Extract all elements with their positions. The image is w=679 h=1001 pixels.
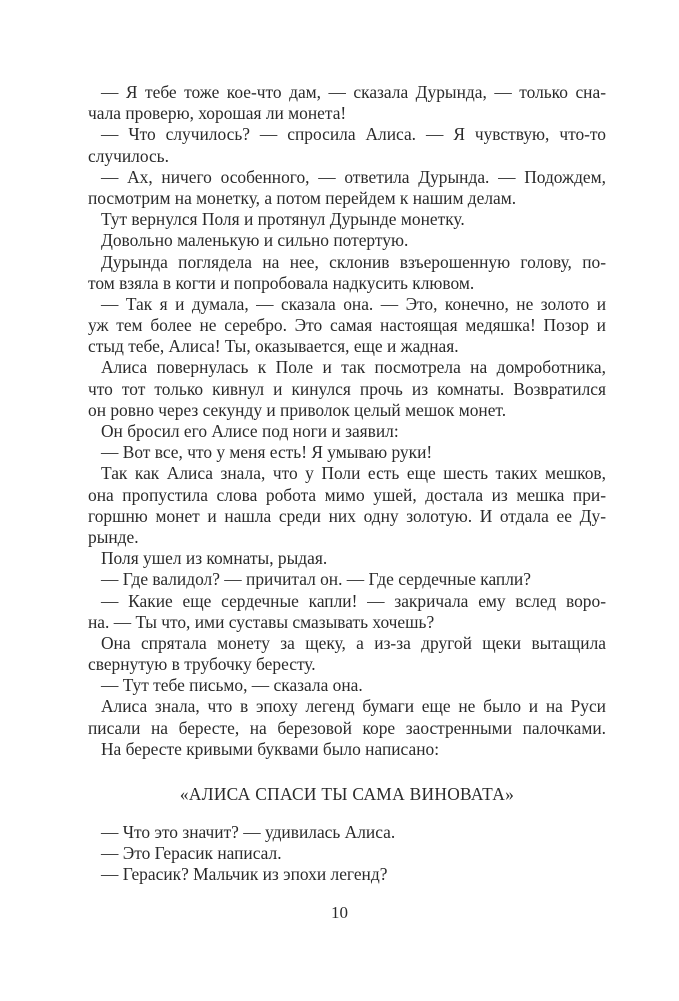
inscription: «АЛИСА СПАСИ ТЫ САМА ВИНОВАТА» [179, 784, 515, 804]
text-line: Так как Алиса знала, что у Поли есть еще шесть таких мешков, [101, 463, 606, 484]
text-line: на. — Ты что, ими суставы смазывать хочешь? [88, 611, 435, 632]
text-line: Тут вернулся Поля и протянул Дурынде монетку. [101, 209, 465, 230]
text-line: Она спрятала монету за щеку, а из-за другой щеки вытащила [101, 632, 606, 653]
text-line: Довольно маленькую и сильно потертую. [101, 230, 409, 251]
text-line: — Тут тебе письмо, — сказала она. [101, 675, 363, 696]
text-line: Он бросил его Алисе под ноги и заявил: [101, 421, 399, 441]
text-line: Поля ушел из комнаты, рыдая. [101, 548, 328, 569]
text-line: стыд тебе, Алиса! Ты, оказывается, еще и жадная. [88, 336, 459, 357]
text-line: — Какие еще сердечные капли! — закричала ему вслед воро- [101, 590, 606, 611]
text-line: — Герасик? Мальчик из эпохи легенд? [101, 864, 388, 885]
closing-dialogue [88, 822, 606, 886]
page-number: 10 [331, 903, 348, 922]
text-line: — Что это значит? — удивилась Алиса. [101, 822, 396, 842]
text-line: На бересте кривыми буквами было написано: [101, 738, 440, 759]
text-line: уж тем более не серебро. Это самая настоящая медяшка! Позор и [88, 315, 606, 336]
text-line: Алиса знала, что в эпоху легенд бумаги еще не было и на Руси [101, 696, 606, 717]
text-line: чала проверю, хорошая ли монета! [88, 103, 347, 124]
text-line: — Что случилось? — спросила Алиса. — Я чувствую, что-то [101, 124, 606, 145]
text-line: горшню монет и нашла среди них одну золотую. И отдала ее Ду- [88, 505, 606, 526]
text-line: рынде. [88, 526, 139, 547]
text-line: он ровно через секунду и приволок целый мешок монет. [88, 399, 507, 420]
text-line: — Вот все, что у меня есть! Я умываю руки! [101, 442, 433, 463]
text-line: — Где валидол? — причитал он. — Где сердечные капли? [101, 569, 531, 590]
text-line: она пропустила слова робота мимо ушей, достала из мешка при- [88, 484, 606, 505]
body-text [88, 82, 606, 760]
text-line: что тот только кивнул и кинулся прочь из комнаты. Возвратился [88, 378, 606, 399]
text-line: Алиса повернулась к Поле и так посмотрела на домроботника, [101, 357, 606, 378]
text-line: — Так я и думала, — сказала она. — Это, конечно, не золото и [101, 293, 606, 314]
text-line: — Ах, ничего особенного, — ответила Дурында. — Подождем, [101, 166, 606, 187]
text-line: посмотрим на монетку, а потом перейдем к нашим делам. [88, 187, 517, 208]
text-line: — Это Герасик написал. [101, 843, 282, 864]
text-line: свернутую в трубочку бересту. [88, 654, 316, 675]
text-line: том взяла в когти и попробовала надкусить клювом. [88, 272, 475, 293]
text-line: — Я тебе тоже кое-что дам, — сказала Дурында, — только сна- [101, 82, 606, 102]
text-line: случилось. [88, 145, 169, 166]
text-line: писали на бересте, на березовой коре заостренными палочками. [88, 717, 606, 738]
text-line: Дурында поглядела на нее, склонив взъерошенную голову, по- [101, 251, 606, 272]
